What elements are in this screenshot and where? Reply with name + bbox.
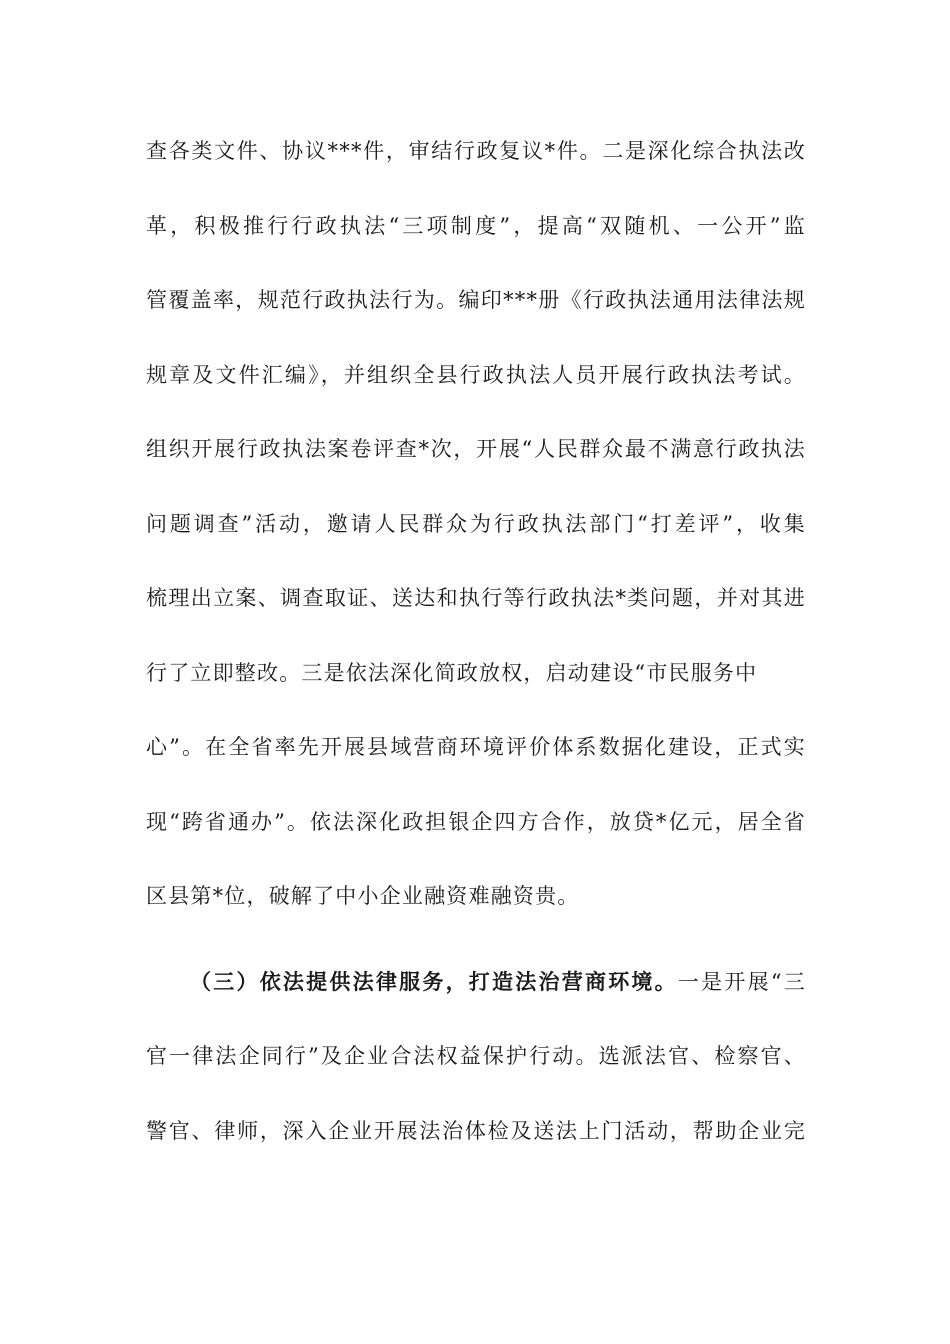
paragraph-line: 心”。在全省率先开展县域营商环境评价体系数据化建设，正式实 <box>146 735 806 759</box>
section-heading-line <box>190 962 806 1002</box>
section-heading: （三）依法提供法律服务，打造法治营商环境。 <box>190 969 678 994</box>
paragraph-line: 组织开展行政执法案卷评查*次，开展“人民群众最不满意行政执法 <box>146 437 806 461</box>
paragraph-line: 警官、律师，深入企业开展法治体检及送法上门活动，帮助企业完 <box>146 1119 806 1143</box>
paragraph-line: 查各类文件、协议***件，审结行政复议*件。二是深化综合执法改 <box>146 139 806 163</box>
paragraph-line: 梳理出立案、调查取证、送达和执行等行政执法*类问题，并对其进 <box>146 586 806 610</box>
paragraph-line: 管覆盖率，规范行政执法行为。编印***册《行政执法通用法律法规 <box>146 288 806 312</box>
paragraph-line: 现“跨省通办”。依法深化政担银企四方合作，放贷*亿元，居全省 <box>146 810 806 834</box>
paragraph-line: 行了立即整改。三是依法深化简政放权，启动建设“市民服务中 <box>146 661 758 685</box>
paragraph-line: 官一律法企同行”及企业合法权益保护行动。选派法官、检察官、 <box>146 1044 806 1068</box>
section-heading-tail: 一是开展“三 <box>677 970 807 994</box>
paragraph-line: 问题调查”活动，邀请人民群众为行政执法部门“打差评”，收集 <box>146 512 806 536</box>
paragraph-line: 区县第*位，破解了中小企业融资难融资贵。 <box>146 884 580 908</box>
paragraph-line: 革，积极推行行政执法“三项制度”，提高“双随机、一公开”监 <box>146 214 806 238</box>
paragraph-line: 规章及文件汇编》，并组织全县行政执法人员开展行政执法考试。 <box>146 363 806 387</box>
